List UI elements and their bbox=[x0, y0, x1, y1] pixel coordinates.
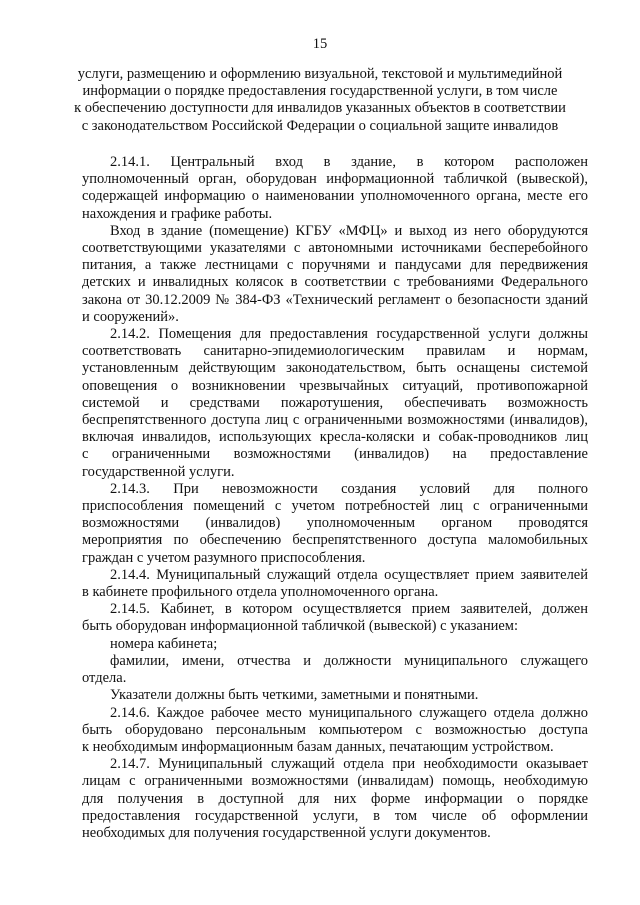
paragraph-line: питания, а также лестницами с поручнями и пандусами для передвижения bbox=[82, 257, 588, 274]
paragraph-line: закона от 30.12.2009 № 384-ФЗ «Технический регламент о безопасности зданий bbox=[82, 291, 588, 308]
paragraph-line: возможностями (инвалидов) уполномоченным органом проводятся bbox=[82, 515, 588, 532]
paragraph-line: к необходимым информационным базам данных, печатающим устройством. bbox=[82, 738, 554, 755]
paragraph-line: 2.14.7. Муниципальный служащий отдела при необходимости оказывает bbox=[110, 756, 588, 773]
paragraph-line: мероприятия по обеспечению беспрепятственного доступа маломобильных bbox=[82, 532, 588, 549]
paragraph-line: соответствовать санитарно-эпидемиологическим правилам и нормам, bbox=[82, 343, 588, 360]
paragraph-line: нахождения и графике работы. bbox=[82, 205, 273, 222]
paragraph-line: быть оборудован информационной табличкой (вывеской) с указанием: bbox=[82, 618, 518, 635]
paragraph-line: быть оборудовано персональным компьютером с возможностью доступа bbox=[82, 721, 588, 738]
paragraph-line: установленным действующим законодательством, быть оснащены системой bbox=[82, 360, 588, 377]
paragraph-line: номера кабинета; bbox=[110, 635, 218, 652]
section-heading bbox=[60, 66, 580, 135]
paragraph-line: лицам с ограниченными возможностями (инвалидам) помощь, необходимую bbox=[82, 773, 588, 790]
heading-line: информации о порядке предоставления государственной услуги, в том числе bbox=[82, 83, 558, 100]
paragraph-line: детских и инвалидных колясок в соответствии с требованиями Федерального bbox=[82, 274, 588, 291]
paragraph-line: содержащей информацию о наименовании уполномоченного органа, месте его bbox=[82, 188, 588, 205]
paragraph bbox=[82, 223, 588, 326]
page-number: 15 bbox=[312, 36, 328, 52]
paragraph-line: приспособления помещений с учетом потребностей лиц с ограниченными bbox=[82, 498, 588, 515]
paragraph-line: включая инвалидов, использующих кресла-коляски и собак-проводников лиц bbox=[82, 429, 588, 446]
paragraph bbox=[82, 601, 588, 635]
paragraph-line: 2.14.5. Кабинет, в котором осуществляется прием заявителей, должен bbox=[110, 601, 588, 618]
paragraph bbox=[82, 481, 588, 567]
heading-line: к обеспечению доступности для инвалидов указанных объектов в соответствии bbox=[74, 100, 566, 117]
paragraph-line: Вход в здание (помещение) КГБУ «МФЦ» и выход из него оборудуются bbox=[110, 222, 588, 239]
paragraph-line: беспрепятственного доступа лиц с ограниченными возможностями (инвалидов), bbox=[82, 412, 588, 429]
paragraph bbox=[82, 687, 588, 704]
paragraph-line: предоставления государственной услуги, в том числе об оформлении bbox=[82, 807, 588, 824]
paragraph-line: и сооружений». bbox=[82, 308, 179, 325]
paragraph-line: необходимых для получения государственной услуги документов. bbox=[82, 824, 491, 841]
paragraph-line: 2.14.4. Муниципальный служащий отдела осуществляет прием заявителей bbox=[110, 566, 588, 583]
paragraph-line: уполномоченный орган, оборудован информационной табличкой (вывеской), bbox=[82, 171, 588, 188]
paragraph-line: 2.14.3. При невозможности создания условий для полного bbox=[110, 480, 588, 497]
paragraph-line: 2.14.6. Каждое рабочее место муниципального служащего отдела должно bbox=[110, 704, 588, 721]
paragraph bbox=[82, 567, 588, 601]
paragraph-line: соответствующими указателями с автономными источниками бесперебойного bbox=[82, 240, 588, 257]
paragraph-line: фамилии, имени, отчества и должности муниципального служащего bbox=[110, 652, 588, 669]
paragraph-line: системой и средствами пожаротушения, обеспечивать возможность bbox=[82, 394, 588, 411]
paragraph-line: для получения в доступной для них форме информации о порядке bbox=[82, 790, 588, 807]
heading-line: с законодательством Российской Федерации о социальной защите инвалидов bbox=[81, 117, 559, 134]
paragraph-line: отдела. bbox=[82, 670, 127, 687]
paragraph bbox=[82, 756, 588, 842]
paragraph-line: 2.14.2. Помещения для предоставления государственной услуги должны bbox=[110, 326, 588, 343]
paragraph-line: Указатели должны быть четкими, заметными и понятными. bbox=[110, 687, 479, 704]
paragraph-line: с ограниченными возможностями (инвалидов) на предоставление bbox=[82, 446, 588, 463]
heading-line: услуги, размещению и оформлению визуальной, текстовой и мультимедийной bbox=[77, 66, 563, 82]
paragraph bbox=[82, 653, 588, 687]
paragraph-line: государственной услуги. bbox=[82, 463, 235, 480]
document-body bbox=[82, 154, 588, 842]
paragraph bbox=[82, 636, 588, 653]
paragraph-line: граждан с учетом разумного приспособления. bbox=[82, 549, 366, 566]
paragraph bbox=[82, 326, 588, 481]
paragraph-line: оповещения о возникновении чрезвычайных ситуаций, противопожарной bbox=[82, 377, 588, 394]
paragraph bbox=[82, 154, 588, 223]
paragraph bbox=[82, 705, 588, 757]
paragraph-line: в кабинете профильного отдела уполномоченного органа. bbox=[82, 584, 439, 601]
paragraph-line: 2.14.1. Центральный вход в здание, в котором расположен bbox=[110, 154, 588, 170]
